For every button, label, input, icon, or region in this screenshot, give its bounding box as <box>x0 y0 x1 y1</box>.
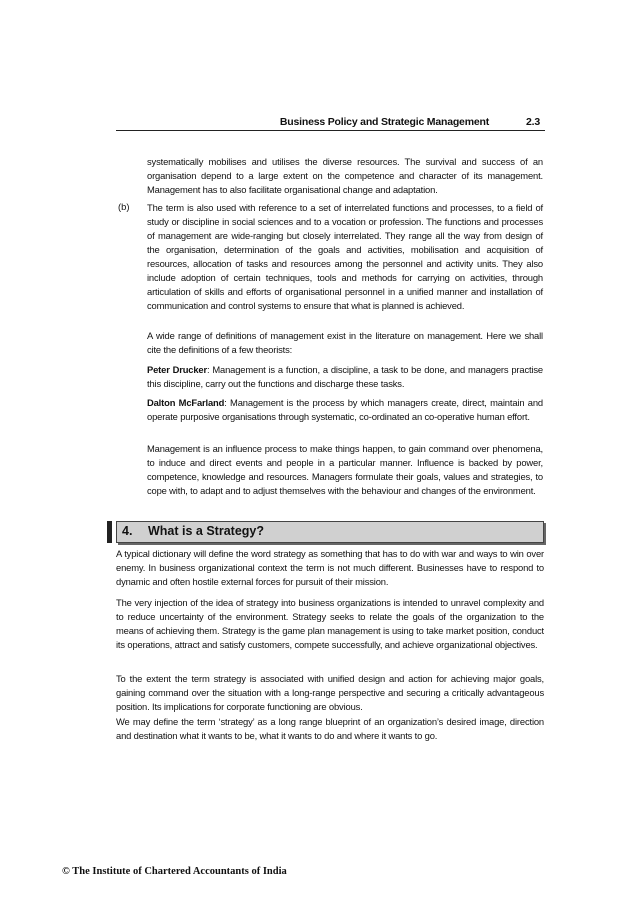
strategy-paragraph-1: A typical dictionary will define the word strategy as something that has to do with war and ways to win over enemy. In business organizational context the term is not much different. Businesses have to respond to dynamic and often hostile external forces for pursuit of their mission. <box>116 548 544 587</box>
drucker-name: Peter Drucker <box>147 364 207 375</box>
continuation-paragraph: systematically mobilises and utilises the diverse resources. The survival and success of an organisation depend to a large extent on the competence and character of its management. Management has to also facilitate organisational change and adaptation. <box>147 156 543 195</box>
strategy-paragraph-4: We may define the term ‘strategy’ as a long range blueprint of an organization’s desired image, direction and destination what it wants to be, what it wants to do and where it wants to go. <box>116 716 544 741</box>
item-b-paragraph: The term is also used with reference to a set of interrelated functions and processes, to a field of study or discipline in social sciences and to a vocation or profession. The functions and processes of management are wide-ranging but closely interrelated. They range all the way from design of the organisation, determination of the goals and activities, mobilisation and acquisition of resources, allocation of tasks and resources among the personnel and activity units. They also include adoption of certain techniques, tools and methods for carrying on activities, through articulation of skills and efforts of organisational personnel in a unified manner and installation of communication and control systems to ensure that what is planned is achieved. <box>147 202 543 311</box>
section-accent-bar <box>107 521 112 543</box>
drucker-definition <box>147 363 543 391</box>
header-rule <box>116 130 545 131</box>
section-title: What is a Strategy? <box>148 524 264 538</box>
strategy-paragraph-3: To the extent the term strategy is associated with unified design and action for achieving major goals, gaining command over the situation with a long-range perspective and securing a critically advantageous position. Its implications for corporate functioning are obvious. <box>116 673 544 712</box>
section-heading <box>116 521 544 543</box>
page-number: 2.3 <box>526 116 540 128</box>
mcfarland-name: Dalton McFarland <box>147 397 225 408</box>
drucker-text: : Management is a function, a discipline, a task to be done, and managers practise this discipline, carry out the functions and discharge these tasks. <box>147 364 543 389</box>
strategy-paragraph-2: The very injection of the idea of strategy into business organizations is intended to unravel complexity and to reduce uncertainty of the environment. Strategy seeks to relate the goals of the organization to the means of achieving them. Strategy is the game plan management is using to take market position, conduct its operations, attract and satisfy customers, compete successfully, and achieve organizational objectives. <box>116 597 544 650</box>
influence-paragraph: Management is an influence process to make things happen, to gain command over phenomena, to induce and direct events and people in a particular manner. Influence is backed by power, competence, knowledge and resources. Managers formulate their goals, values and strategies, to cope with, to adapt and to adjust themselves with the behaviour and changes of the environment. <box>147 443 543 496</box>
footer-copyright: © The Institute of Chartered Accountants of India <box>62 866 287 877</box>
mcfarland-text: : Management is the process by which managers create, direct, maintain and operate purposive organisations through systematic, co-ordinated an co-operative human effort. <box>147 397 543 422</box>
definitions-intro: A wide range of definitions of management exist in the literature on management. Here we shall cite the definitions of a few theorists: <box>147 330 543 355</box>
item-b-label: (b) <box>118 201 130 212</box>
mcfarland-definition <box>147 396 543 424</box>
header-title: Business Policy and Strategic Management <box>279 116 489 128</box>
section-number: 4. <box>122 524 133 538</box>
